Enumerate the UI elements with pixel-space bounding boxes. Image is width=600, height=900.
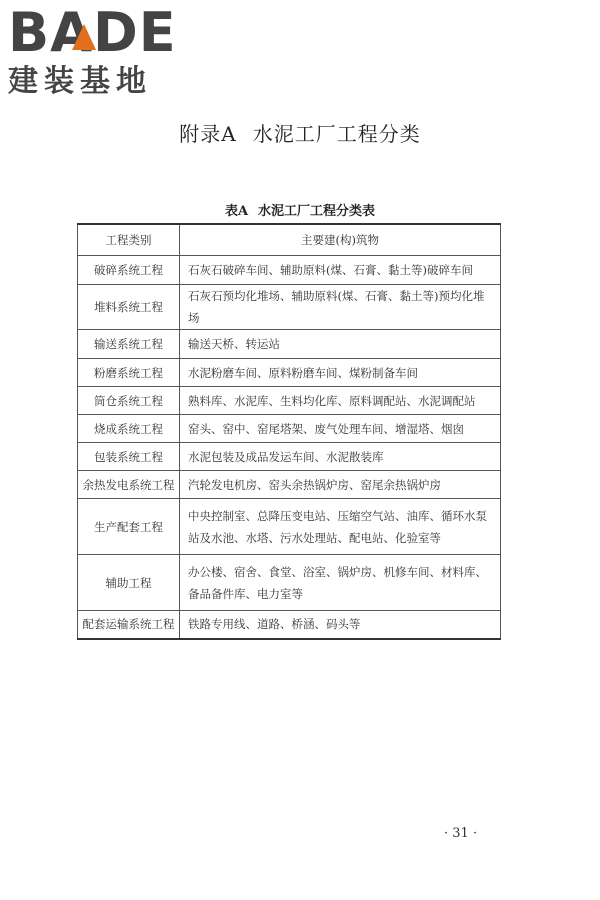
table-caption-label: 表A	[224, 204, 249, 219]
row-structures: 石灰石破碎车间、辅助原料(煤、石膏、黏土等)破碎车间	[180, 256, 501, 285]
classification-table	[77, 223, 501, 640]
table-row	[78, 359, 501, 387]
table-header-row	[78, 224, 501, 256]
table-row	[78, 415, 501, 443]
logo-subtitle: 建装基地	[8, 64, 152, 99]
row-structures: 输送天桥、转运站	[180, 330, 501, 359]
table-row	[78, 555, 501, 611]
row-category: 余热发电系统工程	[78, 471, 180, 499]
table-row	[78, 443, 501, 471]
table-caption-title: 水泥工厂工程分类表	[258, 204, 376, 219]
page-number: · 31 ·	[444, 826, 478, 841]
table-row	[78, 387, 501, 415]
row-structures: 汽轮发电机房、窑头余热锅炉房、窑尾余热锅炉房	[180, 471, 501, 499]
table-row	[78, 256, 501, 285]
row-category: 筒仓系统工程	[78, 387, 180, 415]
row-structures: 办公楼、宿舍、食堂、浴室、锅炉房、机修车间、材料库、备品备件库、电力室等	[180, 555, 501, 611]
table-row	[78, 330, 501, 359]
table-row	[78, 499, 501, 555]
table-caption	[0, 200, 600, 219]
row-structures: 水泥包装及成品发运车间、水泥散装库	[180, 443, 501, 471]
table-row	[78, 471, 501, 499]
row-structures: 熟料库、水泥库、生料均化库、原料调配站、水泥调配站	[180, 387, 501, 415]
row-structures: 水泥粉磨车间、原料粉磨车间、煤粉制备车间	[180, 359, 501, 387]
logo-accent-triangle	[72, 24, 96, 50]
row-structures: 中央控制室、总降压变电站、压缩空气站、油库、循环水泵站及水池、水塔、污水处理站、配电站、化验室等	[180, 499, 501, 555]
row-category: 配套运输系统工程	[78, 611, 180, 639]
logo-brand: BADE	[8, 1, 177, 64]
row-structures: 铁路专用线、道路、桥涵、码头等	[180, 611, 501, 639]
row-category: 破碎系统工程	[78, 256, 180, 285]
row-category: 烧成系统工程	[78, 415, 180, 443]
row-category: 堆料系统工程	[78, 285, 180, 330]
row-category: 生产配套工程	[78, 499, 180, 555]
appendix-title	[0, 118, 600, 147]
logo	[8, 1, 178, 106]
appendix-label: 附录A	[179, 122, 237, 146]
appendix-heading: 水泥工厂工程分类	[252, 122, 421, 146]
row-category: 输送系统工程	[78, 330, 180, 359]
header-category: 工程类别	[78, 224, 180, 256]
row-structures: 窑头、窑中、窑尾塔架、废气处理车间、增湿塔、烟囱	[180, 415, 501, 443]
table-row	[78, 285, 501, 330]
header-structures: 主要建(构)筑物	[180, 224, 501, 256]
row-category: 包装系统工程	[78, 443, 180, 471]
row-structures: 石灰石预均化堆场、辅助原料(煤、石膏、黏土等)预均化堆场	[180, 285, 501, 330]
row-category: 粉磨系统工程	[78, 359, 180, 387]
row-category: 辅助工程	[78, 555, 180, 611]
table-row	[78, 611, 501, 639]
